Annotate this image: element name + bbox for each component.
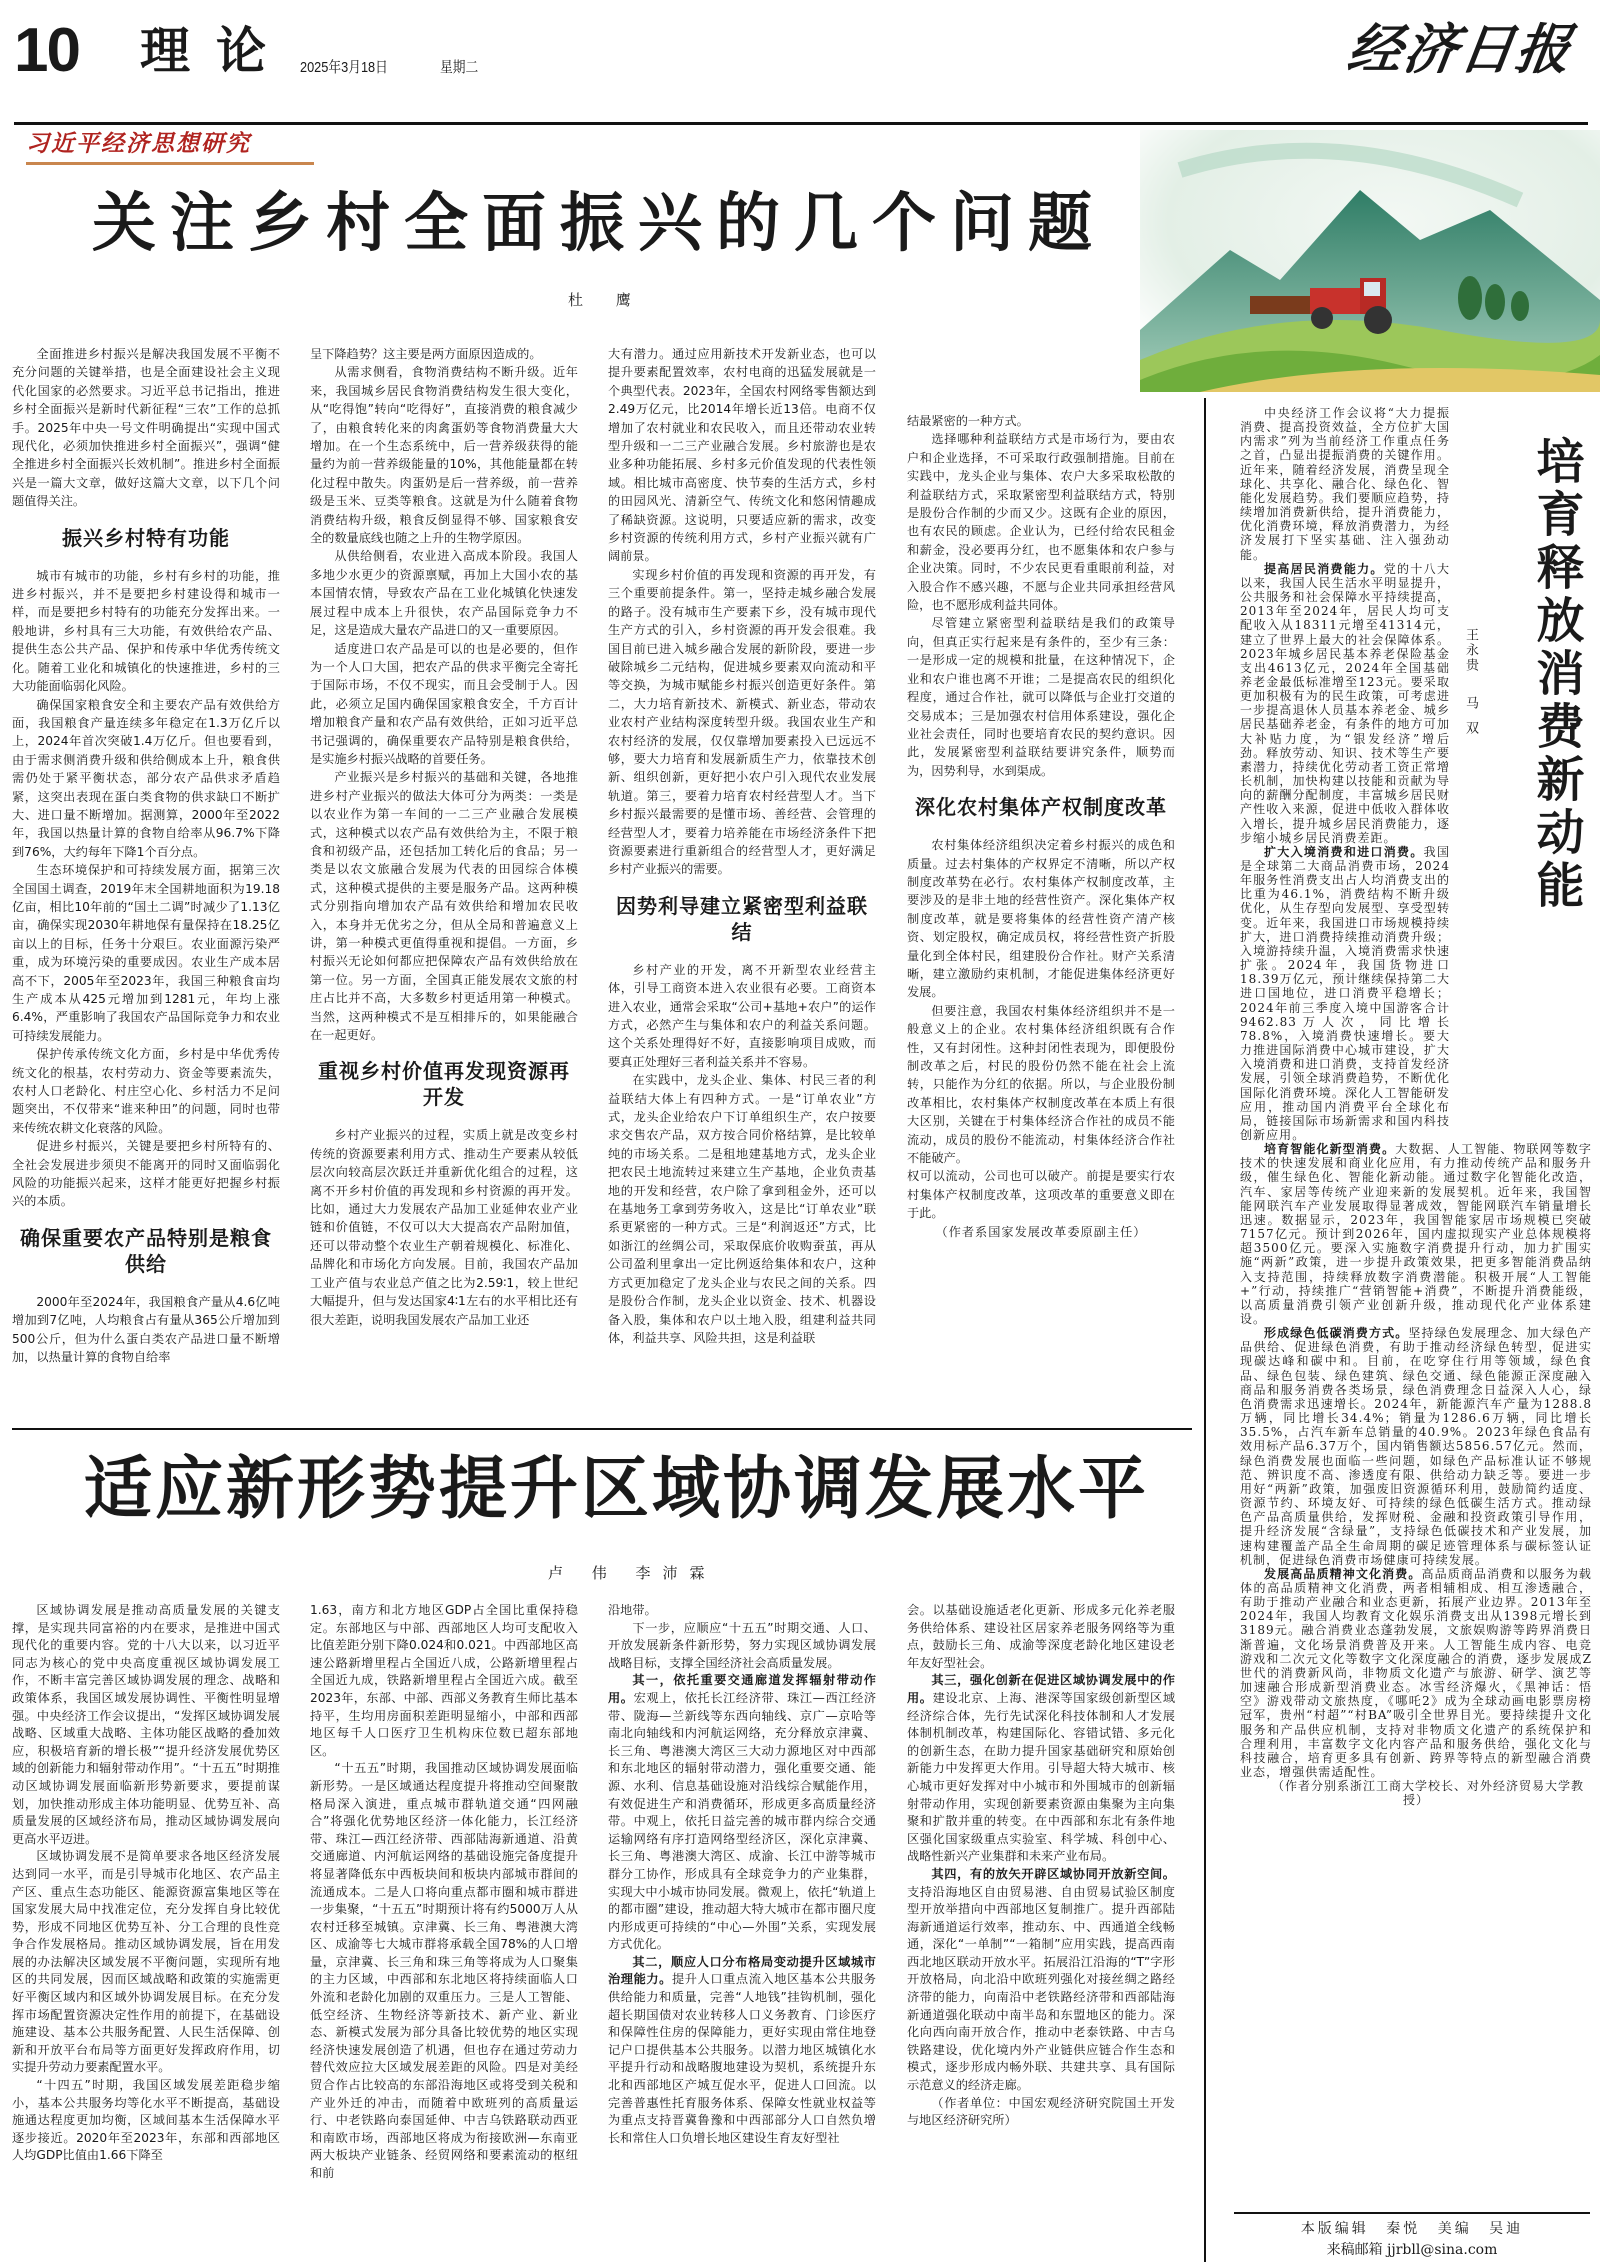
article1-headline: 关注乡村全面振兴的几个问题 (92, 187, 1106, 261)
paragraph: 尽管建立紧密型利益联结是我们的政策导向，但真正实行起来是有条件的，至少有三条：一是形成一定的规模和批量，在这种情况下，企业和农户谁也离不开谁；二是提高农民的组织化程度，通过合作社，就可以降低与企业打交道的交易成本；三是加强农村信用体系建设，强化企业社会责任，同时也要培育农民的契约意识。因此，发展紧密型利益联结要讲究条件，顺势而为，因势利导，水到渠成。 (907, 616, 1175, 778)
paragraph-lead: 其四，有的放矢开辟区域协同开放新空间。 (931, 1866, 1175, 1881)
paragraph-text: 高品质商品消费和以服务为载体的高品质精神文化消费，两者相辅相成、相互渗透融合，有助于推动产业融合和业态更新，拓展产业边界。2013年至2024年，我国人均教育文化娱乐消费支出从1398元增长到3189元。融合消费业态蓬勃发展，文旅娱购游等跨界消费日渐普遍，文化场景消费普及开来。人工智能生成内容、电竞游戏和二次元文化等数字文化深度融合的消费，逐步发展成Z世代的消费新风尚，非物质文化遗产与旅游、研学、演艺等加速融合形成新型消费业态。冰雪经济爆火，《黑神话：悟空》游戏带动文旅热度，《哪吒2》成为全球动画电影票房榜冠军，贵州“村超”“村BA”吸引全世界目光。要持续提升文化服务和产品供应机制，支持对非物质文化遗产的系统保护和合理利用，丰富数字文化内容产品和服务供给，强化文化与科技融合，培育更多具有创新、跨界等特点的新型融合消费业态，增强供需适配性。 (1240, 1566, 1592, 1779)
article1-column-1 (12, 345, 280, 1407)
series-tag-underline (26, 162, 314, 165)
section-heading: 重视乡村价值再发现资源再开发 (318, 1059, 570, 1110)
paragraph-lead: 扩大入境消费和进口消费。 (1264, 844, 1424, 859)
paragraph (1240, 1142, 1592, 1326)
paragraph: 2000年至2024年，我国粮食产量从4.6亿吨增加到7亿吨，人均粮食占有量从365公斤增加到500公斤，但为什么蛋白类农产品进口量不断增加，以热量计算的食物自给率 (12, 1294, 280, 1365)
paragraph-text: 支持沿海地区自由贸易港、自由贸易试验区制度型开放举措向中西部地区复制推广。提升西部陆海新通道运行效率，推动东、中、西通道全线畅通，深化“一单制”“一箱制”应用实践，提高西南西北地区联动开放水平。拓展沿江沿海的“T”字形开放格局，向北沿中欧班列强化对接丝绸之路经济带的能力，向南沿中老铁路经济带和西部陆海新通道强化联动中南半岛和东盟地区的能力。深化向西向南开放合作，推动中老泰铁路、中吉乌铁路建设，优化境内外产业链供应链合作生态和模式，逐步形成内畅外联、共建共享、具有国际示范意义的经济走廊。 (907, 1884, 1175, 2093)
article1-column-4 (907, 412, 1175, 1407)
article3-byline-author-2: 马双 (1463, 696, 1478, 746)
paragraph: 下一步，应顺应“十五五”时期交通、人口、开放发展新条件新形势，努力实现区域协调发展战略目标，支撑全国经济社会高质量发展。 (608, 1620, 876, 1670)
paragraph: 保护传承传统文化方面，乡村是中华优秀传统文化的根基，农村劳动力、资金等要素流失，农村人口老龄化、村庄空心化、乡村活力不足问题突出，不仅带来“谁来种田”的问题，同时也带来传统农耕文化衰落的风险。 (12, 1047, 280, 1135)
article2-column-2 (310, 1602, 578, 2257)
paragraph: 1.63，南方和北方地区GDP占全国比重保持稳定。东部地区与中部、西部地区人均可支配收入比值差距分别下降0.024和0.021。中西部地区高速公路新增里程占全国近八成，公路新增里程占全国近九成，铁路新增里程占全国近六成。截至2023年，东部、中部、西部义务教育生师比基本持平，生均用房面积差距明显缩小，中部和西部地区每千人口医疗卫生机构床位数已超东部地区。 (310, 1603, 578, 1758)
article2-column-3 (608, 1602, 876, 2257)
article2-column-1 (12, 1602, 280, 2257)
issue-weekday: 星期二 (440, 59, 479, 76)
paragraph: 但要注意，我国农村集体经济组织并不是一般意义上的企业。农村集体经济组织既有合作性，又有封闭性。这种封闭性表现为，即便股份制改革之后，村民的股份仍然不能在社会上流转，只能作为分红的依据。所以，与企业股份制改革相比，农村集体产权制度改革在本质上有很大区别，关键在于村集体经济合作社的成员不能流动，成员的股份不能流动，村集体经济合作社不能破产。 (907, 1003, 1175, 1166)
column-rule (1204, 398, 1206, 2262)
paragraph (907, 1672, 1175, 1866)
paragraph: 全面推进乡村振兴是解决我国发展不平衡不充分问题的关键举措，也是全面建设社会主义现代化国家的必然要求。习近平总书记指出，推进乡村全面振兴是新时代新征程“三农”工作的总抓手。2025年中央一号文件明确提出“实现中国式现代化，必须加快推进乡村全面振兴”，强调“健全推进乡村全面振兴长效机制”。推进乡村全面振兴是一篇大文章，做好这篇大文章，以下几个问题值得关注。 (12, 347, 280, 509)
article-divider (12, 1428, 1192, 1430)
paragraph (608, 1954, 876, 2148)
paragraph-lead: 其二，顺应人口分布格局变动提升区域城市治理能力。 (608, 1954, 876, 1987)
section-heading: 深化农村集体产权制度改革 (915, 795, 1167, 820)
article2-byline: 卢 伟 李沛霖 (548, 1564, 717, 1582)
author-note: （作者分别系浙江工商大学校长、对外经济贸易大学教授） (1271, 1779, 1584, 1808)
series-tag: 习近平经济思想研究 (26, 130, 251, 157)
section-heading: 因势利导建立紧密型利益联结 (616, 893, 868, 944)
paragraph: 沿地带。 (608, 1603, 657, 1617)
section-heading: 振兴乡村特有功能 (62, 525, 230, 550)
paragraph (1240, 1326, 1592, 1567)
paragraph-lead: 形成绿色低碳消费方式。 (1264, 1326, 1409, 1341)
paragraph-lead: 培育智能化新型消费。 (1264, 1142, 1396, 1157)
paragraph (1240, 1567, 1592, 1779)
paragraph-lead: 提高居民消费能力。 (1264, 561, 1384, 576)
paragraph: （作者单位：中国宏观经济研究院国土开发与地区经济研究所） (907, 2095, 1175, 2128)
article2-headline: 适应新形势提升区域协调发展水平 (84, 1449, 1150, 1529)
paragraph-text: 建设北京、上海、港深等国家级创新型区域经济综合体，先行先试深化科技体制和人才发展体制机制改革，构建国际化、容错试错、多元化的创新生态，在助力提升国家基础研究和原始创新能力中发挥更大作用。引导超大特大城市、核心城市更好发挥对中小城市和外围城市的创新辐射带动作用，实现创新要素资源由集聚为主向集聚和扩散并重的转变。在中西部和东北有条件地区强化国家级重点实验室、科学城、科创中心、战略性新兴产业集群和未来产业布局。 (907, 1690, 1175, 1864)
paragraph: 会。以基础设施适老化更新、形成多元化养老服务供给体系、建设社区居家养老服务网络等为重点，鼓励长三角、成渝等深度老龄化地区建设老年友好型社会。 (907, 1603, 1175, 1670)
paragraph: 从需求侧看，食物消费结构不断升级。近年来，我国城乡居民食物消费结构发生很大变化，从“吃得饱”转向“吃得好”，直接消费的粮食减少了，由粮食转化来的肉禽蛋奶等食物消费量大大增加。在一个生态系统中，后一营养级获得的能量约为前一营养级能量的10%，其他能量都在转化过程中散失。肉蛋奶是后一营养级，前一营养级是玉米、豆类等粮食。这就是为什么随着食物消费结构升级，粮食反倒显得不够、国家粮食安全的数量底线也随之上升的生物学原因。 (310, 365, 578, 546)
rural-landscape-illustration (1140, 130, 1600, 392)
article2-column-4 (907, 1602, 1175, 2257)
paragraph: “十五五”时期，我国推动区域协调发展面临新形势。一是区域通达程度提升将推动空间聚散格局深入演进，重点城市群轨道交通“四网融合”将强化优势地区经济一体化能力，长江经济带、珠江—西江经济带、西部陆海新通道、沿黄交通廊道、内河航运网络的基础设施完备度提升将显著降低东中西板块间和板块内部城市群间的流通成本。二是人口将向重点都市圈和城市群进一步集聚，“十五五”时期预计将有约5000万人从农村迁移至城镇。京津冀、长三角、粤港澳大湾区、成渝等七大城市群将承载全国78%的人口增量，京津冀、长三角和珠三角等将成为人口聚集的主力区域，中西部和东北地区将持续面临人口外流和老龄化加剧的双重压力。三是人工智能、低空经济、生物经济等新技术、新产业、新业态、新模式发展为部分具备比较优势的地区实现经济快速发展创造了机遇，但也存在通过劳动力替代效应拉大区域发展差距的风险。四是对美经贸合作占比较高的东部沿海地区或将受到关税和产业外迁的冲击，而随着中欧班列的高质量运行、中老铁路向泰国延伸、中吉乌铁路联动西亚和南欧市场，西部地区将成为衔接欧洲—东南亚两大板块产业链条、经贸网络和要素流动的枢纽和前 (310, 1761, 578, 2180)
paragraph: 乡村产业振兴的过程，实质上就是改变乡村传统的资源要素利用方式、推动生产要素从较低层次向较高层次跃迁并重新优化组合的过程，这离不开乡村价值的再发现和乡村资源的再开发。比如，通过大力发展农产品加工业延伸农业产业链和价值链，不仅可以大大提高农产品附加值，还可以带动整个农业生产朝着规模化、标准化、品牌化和市场化方向发展。目前，我国农产品加工业产值与农业总产值之比为2.59∶1，较上世纪大幅提升，但与发达国家4∶1左右的水平相比还有很大差距，说明我国发展农产品加工业还 (310, 1128, 578, 1327)
paragraph (608, 1672, 876, 1954)
paragraph: 产业振兴是乡村振兴的基础和关键，各地推进乡村产业振兴的做法大体可分为两类：一类是以农业作为第一车间的一二三产业融合发展模式，这种模式以农产品有效供给为主，不限于粮食和初级产品，还包括加工转化后的食品；另一类是以农文旅融合发展为代表的田园综合体模式，这种模式提供的主要是服务产品。这两种模式分别指向增加农产品有效供给和增加农民收入，本身并无优劣之分，但从全局和普遍意义上讲，第一种模式更值得重视和提倡。一方面，乡村振兴无论如何都应把保障农产品有效供给放在第一位。另一方面，全国真正能发展农文旅的村庄占比并不高，大多数乡村更适用第一种模式。当然，这两种模式不是互相排斥的，如果能融合在一起更好。 (310, 770, 578, 1043)
paragraph: 在实践中，龙头企业、集体、村民三者的利益联结大体上有四种方式。一是“订单农业”方式，龙头企业给农户下订单组织生产，农户按要求交售农产品，双方按合同价格结算，是比较单纯的市场关系。二是租地建基地方式，龙头企业把农民土地流转过来建立生产基地，企业负责基地的开发和经营，农户除了拿到租金外，还可以在基地务工拿到劳务收入，这是比“订单农业”联系更紧密的一种方式。三是“利润返还”方式，比如浙江的丝绸公司，采取保底价收购蚕茧，再从公司盈利里拿出一定比例返给集体和农户，这种方式更加稳定了龙头企业与农民之间的关系。四是股份合作制，龙头企业以资金、技术、机器设备入股，集体和农户以土地入股，组建利益共同体，利益共享、风险共担，这是利益联 (608, 1073, 876, 1345)
paragraph-text: 坚持绿色发展理念、加大绿色产品供给、促进绿色消费，有助于推动经济绿色转型，促进实现碳达峰和碳中和。目前，在吃穿住行用等领域，绿色食品、绿色包装、绿色建筑、绿色交通、绿色能源正深度融入商品和服务消费各类场景，绿色消费理念日益深入人心，绿色消费需求迅速增长。2024年，新能源汽车产量为1288.8万辆，同比增长34.4%；销量为1286.6万辆，同比增长35.5%，占汽车新车总销量的40.9%。2023年绿色食品有效用标产品6.37万个，国内销售额达5856.57亿元。然而，绿色消费发展也面临一些问题，如绿色产品标准认证不够规范、辨识度不高、渗透度有限、供给动力缺乏等。要进一步用好“两新”政策，加强废旧资源循环利用，鼓励简约适度、资源节约、环境友好、可持续的绿色低碳生活方式。推动绿色产品高质量供给，发挥财税、金融和投资政策引导作用，提升经济发展“含绿量”，支持绿色低碳技术和产业发展，加速构建覆盖产品全生命周期的碳足迹管理体系与碳标签认证机制，促进绿色消费市场健康可持续发展。 (1240, 1326, 1592, 1567)
paragraph: 结最紧密的一种方式。 (907, 414, 1029, 428)
paragraph-lead: 其三，强化创新在促进区域协调发展中的作用。 (907, 1673, 1175, 1705)
paragraph-text: 我国是全球第二大商品消费市场，2024年服务性消费支出占人均消费支出的比重为46.1%，消费结构不断升级优化，从生存型向发展型、享受型转变。近年来，我国进口市场规模持续扩大，进口消费持续推动消费升级；入境游持续升温，入境消费需求快速扩张。2024年，我国货物进口18.39万亿元，预计继续保持第二大进口国地位，进口消费平稳增长；2024年前三季度入境中国游客合计9462.83万人次，同比增长78.8%，入境消费快速增长。要大力推进国际消费中心城市建设，扩大入境消费和进口消费，支持首发经济发展，引领全球消费趋势，不断优化国际化消费环境。深化人工智能研发应用，推动国内消费平台全球化布局，链接国际市场新需求和国内科技创新应用。 (1240, 844, 1450, 1142)
article3-headline: 培育释放消费新动能 (1528, 436, 1584, 913)
section-name: 理论 (140, 21, 292, 80)
article1-byline: 杜 鹰 (568, 291, 645, 309)
paragraph: 实现乡村价值的再发现和资源的再开发，有三个重要前提条件。第一，坚持走城乡融合发展的路子。没有城市生产要素下乡，没有城市现代生产方式的引入，乡村资源的再开发会很难。我国目前已进入城乡融合发展的新阶段，要进一步破除城乡二元结构，促进城乡要素双向流动和平等交换，为城市赋能乡村振兴创造更好条件。第二，大力培育新技术、新模式、新业态，带动农业农村产业结构深度转型升级。我国农业生产和农村经济的发展，仅仅靠增加要素投入已远远不够，要大力培育和发展新质生产力，依靠技术创新、组织创新，更好把小农户引入现代农业发展轨道。第三，要着力培育农村经营型人才。当下乡村振兴最需要的是懂市场、善经营、会管理的经营型人才，要着力培养能在市场经济条件下把资源要素进行重新组合的经营型人才，更好满足乡村产业振兴的需要。 (608, 567, 876, 877)
paragraph (907, 1866, 1175, 2095)
paragraph: 权可以流动，公司也可以破产。前提是要实行农村集体产权制度改革，这项改革的重要意义即在于此。 (907, 1169, 1175, 1221)
paragraph-lead: 其一，依托重要交通廊道发挥辐射带动作用。 (608, 1673, 876, 1705)
paragraph: 大有潜力。通过应用新技术开发新业态，也可以提升要素配置效率，农村电商的迅猛发展就是一个典型代表。2023年，全国农村网络零售额达到2.49万亿元，比2014年增长近13倍。电商不仅增加了农村就业和农民收入，而且还带动农业转型升级和一二三产业融合发展。乡村旅游也是农业多种功能拓展、乡村多元价值发现的代表性领域。相比城市高密度、快节奏的生活方式，乡村的田园风光、清新空气、传统文化和悠闲情趣成了稀缺资源。这说明，只要适应新的需求，改变乡村资源的传统利用方式，乡村产业振兴就有广阔前景。 (608, 347, 876, 564)
paragraph-text: 宏观上，依托长江经济带、珠江—西江经济带、陇海—兰新线等东西向轴线、京广—京哈等南北向轴线和内河航运网络，充分释放京津冀、长三角、粤港澳大湾区三大动力源地区对中西部和东北地区的辐射带动潜力，强化重要交通、能源、水利、信息基础设施对沿线综合赋能作用，有效促进生产和消费循环，形成更多高质量经济带。中观上，依托日益完善的城市群内综合交通运输网络有序打造网络型经济区，深化京津冀、长三角、粤港澳大湾区、成渝、长江中游等城市群分工协作，形成具有全球竞争力的产业集群，实现大中小城市协同发展。微观上，依托“轨道上的都市圈”建设，推动超大特大城市在都市圈尺度内形成更可持续的“中心—外围”关系，实现发展方式优化。 (608, 1690, 876, 1952)
paragraph: “十四五”时期，我国区域发展差距稳步缩小，基本公共服务均等化水平不断提高，基础设施通达程度更加均衡，区域间基本生活保障水平逐步接近。2020年至2023年，东部和西部地区人均GDP比值由1.66下降至 (12, 2078, 280, 2163)
paragraph: 呈下降趋势？这主要是两方面原因造成的。 (310, 347, 542, 361)
paragraph-text: 提升人口重点流入地区基本公共服务供给能力和质量，完善“人地钱”挂钩机制，强化超长期国债对农业转移人口义务教育、门诊医疗和保障性住房的保障能力，更好实现由常住地登记户口提供基本公共服务。以潜力地区城镇化水平提升行动和战略腹地建设为契机，系统提升东北和西部地区产城互促水平，促进人口回流。以完善普惠性托育服务体系、保障女性就业权益等为重点支持晋冀鲁豫和中西部部分人口自然负增长和常住人口负增长地区建设生育友好型社 (608, 1972, 876, 2145)
page-number: 10 (14, 16, 79, 85)
paragraph: 区域协调发展不是简单要求各地区经济发展达到同一水平，而是引导城市化地区、农产品主产区、重点生态功能区、能源资源富集地区等在国家发展大局中找准定位，充分发挥自身比较优势，形成不同地区优势互补、分工合理的良性竞争合作发展格局。推动区域协调发展，旨在用发展的办法解决区域发展不平衡问题，实现所有地区的共同发展，因而区域战略和政策的实施需更好平衡区域内和区域外协调发展目标。在充分发挥市场配置资源决定性作用的前提下，在基础设施建设、基本公共服务配置、人民生活保障、创新和开放平台布局等方面更好发挥政府作用，切实提升劳动力要素配置水平。 (12, 1849, 280, 2075)
paragraph: 适度进口农产品是可以的也是必要的，但作为一个人口大国，把农产品的供求平衡完全寄托于国际市场，不仅不现实，而且会受制于人。因此，必须立足国内确保国家粮食安全，千方百计增加粮食产量和农产品有效供给，正如习近平总书记强调的，确保重要农产品特别是粮食供给，是实施乡村振兴战略的首要任务。 (310, 641, 578, 766)
paragraph: 从供给侧看，农业进入高成本阶段。我国人多地少水更少的资源禀赋，再加上大国小农的基本国情农情，导致农产品在工业化城镇化快速发展过程中成本上升很快，农产品国际竞争力不足，这是造成大量农产品进口的又一重要原因。 (310, 549, 578, 638)
paragraph: 农村集体经济组织决定着乡村振兴的成色和质量。过去村集体的产权界定不清晰，所以产权制度改革势在必行。农村集体产权制度改革，主要涉及的是非土地的经营性资产。深化集体产权制度改革，就是要将集体的经营性资产清产核资、划定股权，确定成员权，将经营性资产折股量化到全体村民，组建股份合作社。财产关系清晰，建立激励约束机制，才能促进集体经济更好发展。 (907, 838, 1175, 1000)
submission-email: 来稿邮箱 jjrbll@sina.com (1326, 2242, 1498, 2258)
paragraph: 促进乡村振兴，关键是要把乡村所特有的、全社会发展进步须臾不能离开的同时又面临弱化风险的功能振兴起来，这样才能更好把握乡村振兴的本质。 (12, 1139, 280, 1209)
header-rule (14, 122, 1588, 125)
paragraph-text: 大数据、人工智能、物联网等数字技术的快速发展和商业化应用，有力推动传统产品和服务升级，催生绿色化、智能化新动能。通过数字化智能化改造，汽车、家居等传统产业迎来新的发展契机。近年来，我国智能网联汽车产业发展取得显著成效，智能网联汽车销量增长迅速。数据显示，2023年，我国智能家居市场规模已突破7157亿元。预计到2026年，国内虚拟现实产业总体规模将超3500亿元。要深入实施数字消费提升行动，加力扩围实施“两新”政策，进一步提升政策效果，把更多智能消费品纳入支持范围，持续释放数字消费潜能。积极开展“人工智能+”行动，持续推广“营销智能+消费”，不断提升消费能级，以高质量消费引领产业创新升级，推动现代化产业体系建设。 (1240, 1142, 1592, 1326)
paragraph: 中央经济工作会议将“大力提振消费、提高投资效益，全方位扩大国内需求”列为当前经济工作重点任务之首，凸显出提振消费的关键作用。近年来，随着经济发展，消费呈现全球化、共享化、融合化、绿色化、智能化发展趋势。我们要顺应趋势，持续增加消费新供给，提升消费能力，优化消费环境，释放消费潜力，为经济发展打下坚实基础、注入强劲动能。 (1240, 406, 1450, 562)
paragraph-text: 党的十八大以来，我国人民生活水平明显提升，公共服务和社会保障水平持续提高，2013年至2024年，居民人均可支配收入从18311元增至41314元，建立了世界上最大的社会保障体系。2023年城乡居民基本养老保险基金支出4613亿元，2024年全国基础养老金最低标准增至123元。要采取更加积极有为的民生政策，可考虑进一步提高退休人员基本养老金、城乡居民基础养老金，有条件的地方可加大补贴力度，为“银发经济”增后劲。释放劳动、知识、技术等生产要素潜力，持续优化劳动者工资正常增长机制，加快构建以技能和贡献为导向的薪酬分配制度，丰富城乡居民财产性收入来源，促进中低收入群体收入增长，提升城乡居民消费能力，逐步缩小城乡居民消费差距。 (1240, 561, 1450, 845)
editor-credits: 本版编辑 秦悦 美编 吴迪 (1300, 2221, 1524, 2237)
section-heading: 确保重要农产品特别是粮食供给 (20, 1225, 272, 1276)
paragraph: 选择哪种利益联结方式是市场行为，要由农户和企业选择，不可采取行政强制措施。目前在实践中，龙头企业与集体、农户大多采取松散的利益联结方式，采取紧密型利益联结方式，特别是股份合作制的少而又少。这既有企业的原因，也有农民的顾虑。企业认为，已经付给农民租金和薪金，没必要再分红，也不愿集体和农户参与企业决策。同时，不少农民更看重眼前利益，对入股合作不感兴趣，不愿与企业共同承担经营风险，也不愿形成利益共同体。 (907, 432, 1175, 613)
paragraph: 区域协调发展是推动高质量发展的关键支撑，是实现共同富裕的内在要求，是推进中国式现代化的重要内容。党的十八大以来，以习近平同志为核心的党中央高度重视区域协调发展工作，不断丰富完善区域协调发展的理念、战略和政策体系，我国区域发展协调性、平衡性明显增强。中央经济工作会议提出，“发挥区域协调发展战略、区域重大战略、主体功能区战略的叠加效应，积极培育新的增长极”“提升经济发展优势区域的创新能力和辐射带动作用”。“十五五”时期推动区域协调发展面临新形势新要求，要提前谋划，加快推动形成主体功能明显、优势互补、高质量发展的区域经济布局，推动区域协调发展向更高水平迈进。 (12, 1603, 280, 1846)
paragraph: 城市有城市的功能，乡村有乡村的功能，推进乡村振兴，并不是要把乡村建设得和城市一样，而是要把乡村特有的功能充分发挥出来。一般地讲，乡村具有三大功能，有效供给农产品、提供生态公共产品、保护和传承中华优秀传统文化。随着工业化和城镇化的快速推进，乡村的三大功能面临弱化风险。 (12, 568, 280, 694)
paragraph: 确保国家粮食安全和主要农产品有效供给方面，我国粮食产量连续多年稳定在1.3万亿斤以上，2024年首次突破1.4万亿斤。但也要看到，由于需求侧消费升级和供给侧成本上升，粮食供需仍处于紧平衡状态，部分农产品供求矛盾趋紧，这突出表现在蛋白类食物的供求缺口不断扩大、进口量不断增加。据测算，2000年至2022年，我国以热量计算的食物自给率从96.7%下降到76%，大约每年下降1个百分点。 (12, 697, 280, 859)
issue-date: 2025年3月18日 (300, 59, 388, 76)
article3-column (1240, 406, 1592, 2176)
author-note: （作者系国家发展改革委原副主任） (935, 1224, 1147, 1239)
article1-column-2 (310, 345, 578, 1407)
article3-title-block (1450, 406, 1592, 1128)
masthead-logo: 经济日报 (1343, 17, 1577, 81)
footer-rule (1234, 2212, 1590, 2214)
article1-column-3 (608, 345, 876, 1407)
paragraph-lead: 发展高品质精神文化消费。 (1264, 1566, 1422, 1581)
paragraph: 生态环境保护和可持续发展方面，据第三次全国国土调查，2019年末全国耕地面积为19.18亿亩，相比10年前的“国土二调”时减少了1.13亿亩，确保实现2030年耕地保有量保持在18.25亿亩以上的目标，任务十分艰巨。农业面源污染严重，成为环境污染的重要成因。农业生产成本居高不下，2005年至2023年，我国三种粮食亩均生产成本从425元增加到1281元，年均上涨6.4%，严重影响了我国农产品国际竞争力和农业可持续发展能力。 (12, 863, 280, 1043)
paragraph: 乡村产业的开发，离不开新型农业经营主体，引导工商资本进入农业很有必要。工商资本进入农业，通常会采取“公司+基地+农户”的运作方式，必然产生与集体和农户的利益关系问题。这个关系处理得好不好，直接影响项目成败，而要真正处理好三者利益关系并不容易。 (608, 962, 876, 1069)
article3-byline-author-1: 王永贵 (1463, 628, 1478, 673)
